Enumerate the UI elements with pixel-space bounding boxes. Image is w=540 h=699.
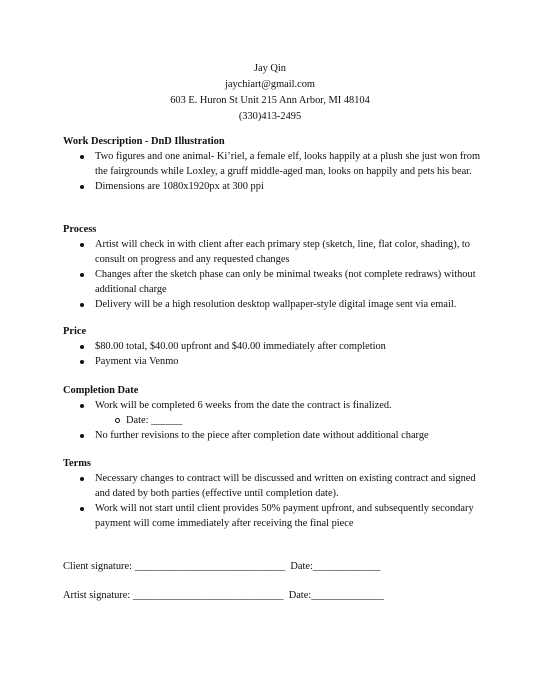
list-item: Dimensions are 1080x1920px at 300 ppi (63, 179, 483, 194)
artist-name: Jay Qin (253, 63, 287, 74)
list-item: Work will not start until client provides 50% payment upfront, and subsequently secondary payment will come immediately after receiving the final piece (63, 501, 483, 531)
completion-item-text: Work will be completed 6 weeks from the date the contract is finalized. (95, 400, 392, 411)
artist-signature-line[interactable]: Artist signature: _____________________________ Date:______________ (63, 590, 384, 601)
artist-email: jaychiart@gmail.com (224, 79, 316, 90)
process-heading: Process (63, 224, 97, 235)
work-description-section (63, 134, 483, 194)
list-item: Artist will check in with client after each primary step (sketch, line, flat color, shading), to consult on progress and any requested changes (63, 237, 483, 267)
completion-date-list (63, 398, 483, 443)
artist-address: 603 E. Huron St Unit 215 Ann Arbor, MI 48104 (170, 95, 370, 106)
price-heading: Price (63, 326, 87, 337)
list-item: Changes after the sketch phase can only be minimal tweaks (not complete redraws) without additional charge (63, 267, 483, 297)
contact-header (0, 61, 540, 125)
list-item: $80.00 total, $40.00 upfront and $40.00 immediately after completion (63, 339, 483, 354)
completion-date-sub-item: Date: ______ (95, 413, 483, 428)
list-item: Payment via Venmo (63, 354, 483, 369)
completion-sub-list (95, 413, 483, 428)
list-item: Necessary changes to contract will be discussed and written on existing contract and signed and dated by both parties (effective until completion date). (63, 471, 483, 501)
completion-date-heading: Completion Date (63, 385, 139, 396)
work-description-heading: Work Description - DnD Illustration (63, 136, 225, 147)
list-item: No further revisions to the piece after completion date without additional charge (63, 428, 483, 443)
process-list (63, 237, 483, 312)
price-list (63, 339, 483, 369)
completion-date-section (63, 383, 483, 443)
list-item: Delivery will be a high resolution desktop wallpaper-style digital image sent via email. (63, 297, 483, 312)
list-item (63, 398, 483, 428)
work-description-list (63, 149, 483, 194)
terms-heading: Terms (63, 458, 91, 469)
price-section (63, 324, 483, 369)
terms-section (63, 456, 483, 531)
artist-phone: (330)413-2495 (238, 111, 302, 122)
list-item: Two figures and one animal- Ki’riel, a female elf, looks happily at a plush she just won from the fairgrounds while Loxley, a gruff middle-aged man, looks on happily and pets his bear. (63, 149, 483, 179)
process-section (63, 222, 483, 312)
terms-list (63, 471, 483, 531)
client-signature-line[interactable]: Client signature: _____________________________ Date:_____________ (63, 561, 381, 572)
